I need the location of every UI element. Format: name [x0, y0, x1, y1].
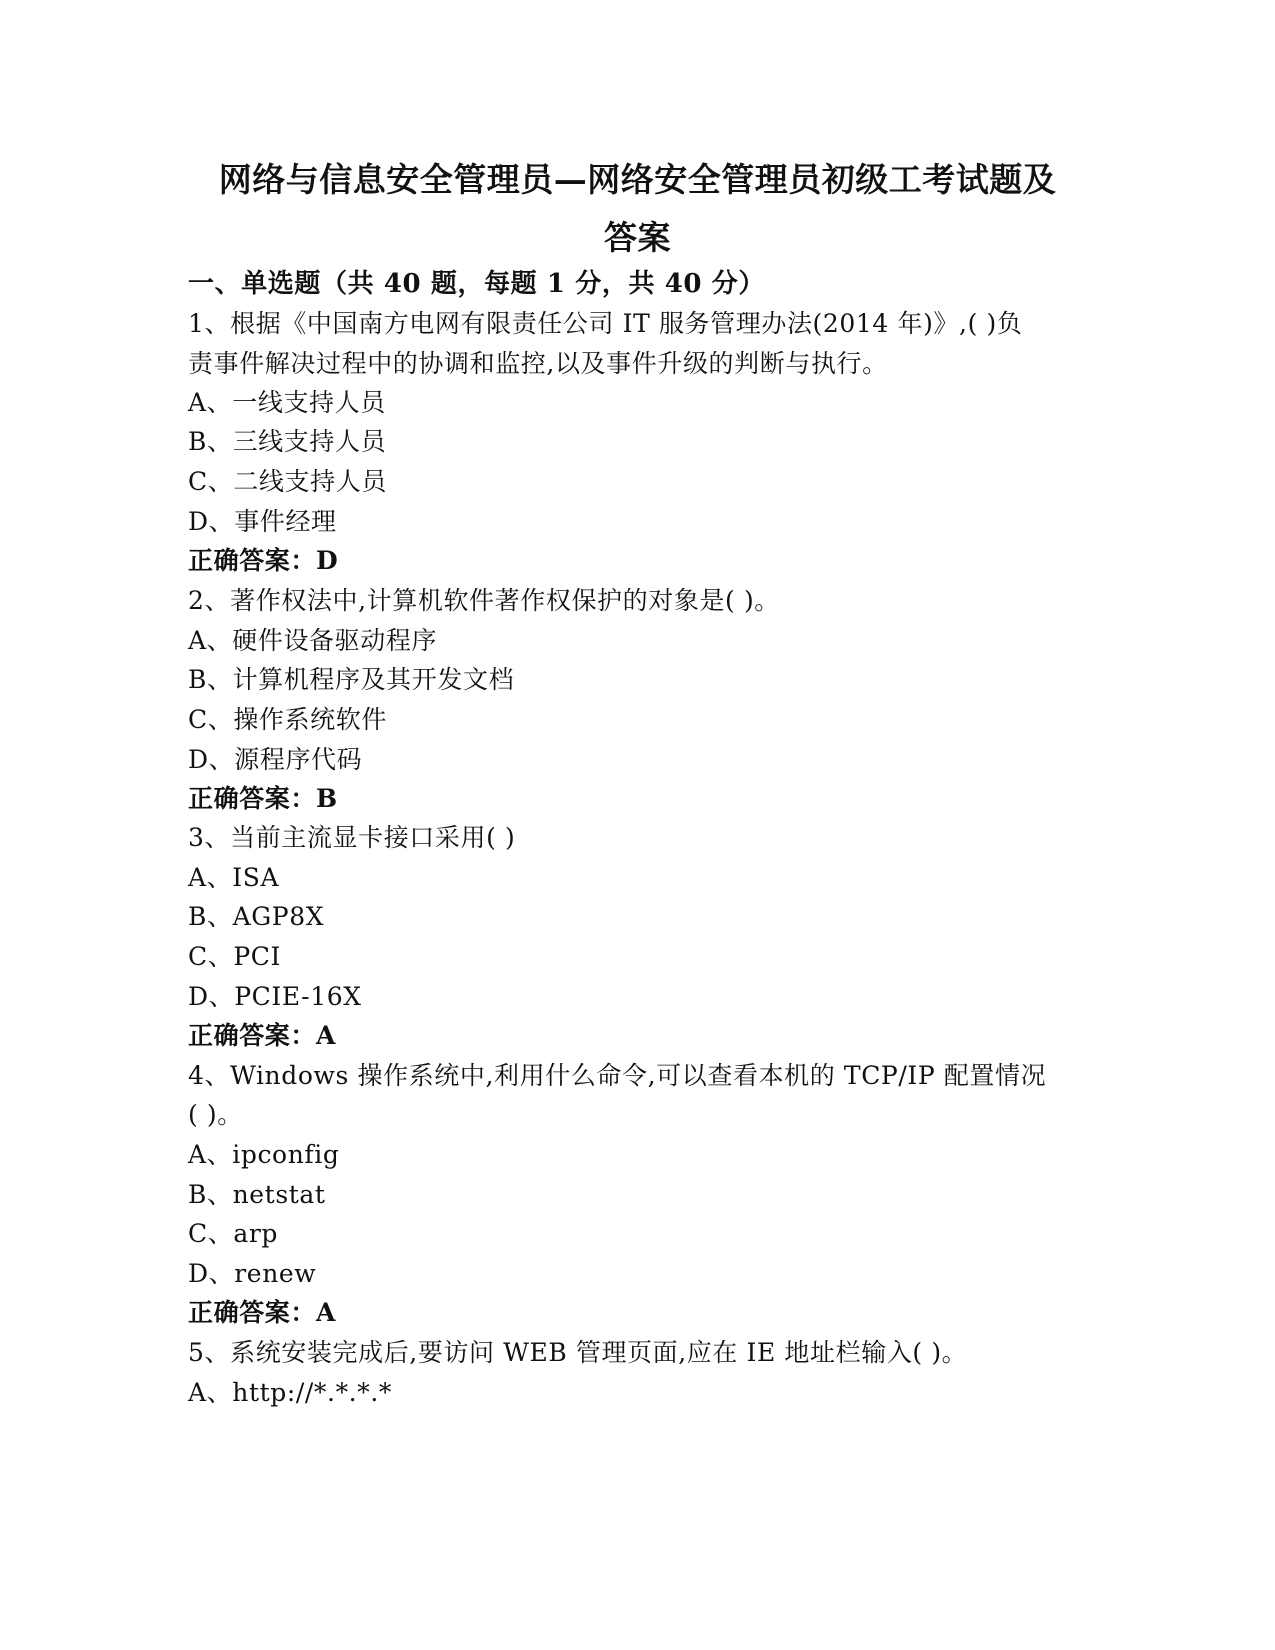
- question-4-stem-line-1: 4、Windows 操作系统中,利用什么命令,可以查看本机的 TCP/IP 配置情况: [188, 1061, 1047, 1090]
- document-title-line-2: 答案: [604, 218, 671, 257]
- question-1-option-c: C、二线支持人员: [188, 467, 387, 496]
- question-3-option-c: C、PCI: [188, 942, 281, 971]
- question-2-option-a: A、硬件设备驱动程序: [188, 626, 438, 655]
- question-3-option-a: A、ISA: [188, 863, 280, 892]
- question-4-option-d: D、renew: [188, 1259, 317, 1288]
- question-2-option-b: B、计算机程序及其开发文档: [188, 665, 515, 694]
- question-1-stem-line-2: 责事件解决过程中的协调和监控,以及事件升级的判断与执行。: [188, 349, 888, 378]
- question-2-option-d: D、源程序代码: [188, 745, 363, 774]
- question-4-option-c: C、arp: [188, 1219, 278, 1248]
- question-4-option-a: A、ipconfig: [188, 1140, 340, 1169]
- question-5-option-a: A、http://*.*.*.*: [188, 1378, 392, 1407]
- question-3-answer: 正确答案：A: [188, 1021, 336, 1050]
- question-2-answer: 正确答案：B: [188, 784, 338, 813]
- question-2-option-c: C、操作系统软件: [188, 705, 387, 734]
- question-1-option-b: B、三线支持人员: [188, 427, 387, 456]
- question-4-stem-line-2: ( )。: [188, 1100, 243, 1129]
- question-3-stem-line-1: 3、当前主流显卡接口采用( ): [188, 823, 516, 852]
- section-heading: 一、单选题（共 40 题，每题 1 分，共 40 分）: [188, 269, 765, 299]
- question-1-option-a: A、一线支持人员: [188, 388, 386, 417]
- question-4-answer: 正确答案：A: [188, 1298, 336, 1327]
- question-5-stem-line-1: 5、系统安装完成后,要访问 WEB 管理页面,应在 IE 地址栏输入( )。: [188, 1338, 968, 1367]
- question-3-option-d: D、PCIE-16X: [188, 982, 362, 1011]
- question-3-option-b: B、AGP8X: [188, 902, 325, 931]
- document-title-line-1: 网络与信息安全管理员—网络安全管理员初级工考试题及: [218, 160, 1057, 199]
- question-1-stem-line-1: 1、根据《中国南方电网有限责任公司 IT 服务管理办法(2014 年)》,( )负: [188, 309, 1023, 338]
- question-4-option-b: B、netstat: [188, 1180, 326, 1209]
- question-2-stem-line-1: 2、著作权法中,计算机软件著作权保护的对象是( )。: [188, 586, 780, 615]
- question-1-option-d: D、事件经理: [188, 507, 337, 536]
- question-1-answer: 正确答案：D: [188, 546, 339, 575]
